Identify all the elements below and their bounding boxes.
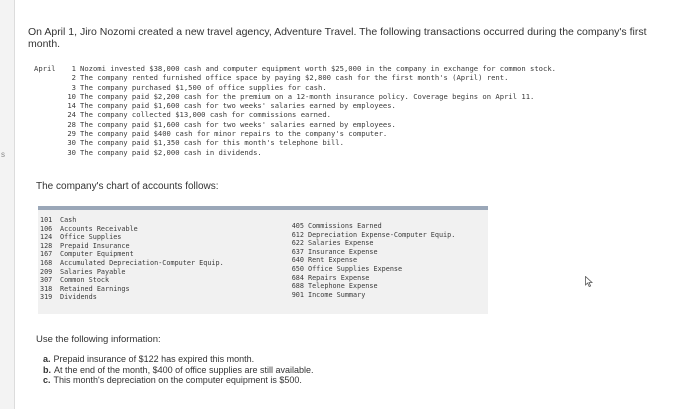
mouse-cursor-icon xyxy=(585,276,593,287)
accounts-column-left xyxy=(40,216,224,302)
transaction-row xyxy=(64,138,556,147)
account-name: Prepaid Insurance xyxy=(60,241,130,250)
transaction-day: 10 xyxy=(67,91,76,101)
account-number: 124 xyxy=(40,233,53,242)
account-row xyxy=(40,259,224,268)
transaction-row xyxy=(64,83,556,92)
transaction-day: 28 xyxy=(67,119,76,129)
account-number: 128 xyxy=(40,241,53,250)
transaction-day: 30 xyxy=(67,138,76,148)
account-row xyxy=(40,276,224,285)
account-row xyxy=(288,231,455,240)
left-edge-strip xyxy=(0,0,15,409)
account-name: Dividends xyxy=(60,293,97,302)
account-name: Accounts Receivable xyxy=(60,224,138,233)
account-number: 209 xyxy=(40,267,53,276)
account-name: Rent Expense xyxy=(308,256,358,265)
adjustment-item xyxy=(43,365,314,376)
account-name: Common Stock xyxy=(60,276,110,285)
transaction-text: The company paid $1,600 cash for two weeks' salaries earned by employees. xyxy=(80,119,396,129)
transaction-text: The company paid $2,000 cash in dividends. xyxy=(80,147,262,157)
account-row xyxy=(288,248,455,257)
use-info-heading: Use the following information: xyxy=(36,334,161,345)
adjustment-text: Prepaid insurance of $122 has expired this month. xyxy=(53,354,255,364)
transaction-text: Nozomi invested $38,000 cash and computer equipment worth $25,000 in the company in exchange for common stock. xyxy=(80,64,556,73)
account-number: 101 xyxy=(40,216,53,224)
account-number: 688 xyxy=(291,282,304,291)
adjustment-letter: a. xyxy=(43,354,51,364)
chart-of-accounts-heading: The company's chart of accounts follows: xyxy=(36,181,219,192)
account-row xyxy=(288,291,455,300)
account-name: Salaries Payable xyxy=(60,267,126,276)
transaction-day: 14 xyxy=(67,101,76,111)
account-row xyxy=(288,265,455,274)
account-name: Repairs Expense xyxy=(308,273,370,282)
transaction-text: The company purchased $1,500 of office supplies for cash. xyxy=(80,82,327,92)
account-row xyxy=(288,282,455,291)
adjustment-letter: c. xyxy=(43,375,51,385)
transaction-text: The company paid $1,600 cash for two weeks' salaries earned by employees. xyxy=(80,101,396,111)
intro-text: On April 1, Jiro Nozomi created a new travel agency, Adventure Travel. The following transactions occurred during the company's first month. xyxy=(28,26,647,50)
transaction-day: 1 xyxy=(71,64,76,73)
transaction-row xyxy=(64,148,556,157)
transactions-month: April xyxy=(34,64,56,73)
account-row xyxy=(40,233,224,242)
account-name: Office Supplies xyxy=(60,233,122,242)
transaction-text: The company paid $400 cash for minor repairs to the company's computer. xyxy=(80,129,388,139)
account-row xyxy=(288,256,455,265)
account-number: 405 xyxy=(291,222,304,230)
transaction-text: The company paid $1,350 cash for this month's telephone bill. xyxy=(80,138,344,148)
account-row xyxy=(288,274,455,283)
account-number: 640 xyxy=(291,256,304,265)
transaction-row xyxy=(64,92,556,101)
transaction-text: The company rented furnished office space by paying $2,800 cash for the first month's (April) rent. xyxy=(80,73,509,83)
transaction-row xyxy=(64,73,556,82)
account-name: Cash xyxy=(60,216,77,224)
account-name: Accumulated Depreciation-Computer Equip. xyxy=(60,258,224,267)
transaction-day: 24 xyxy=(67,110,76,120)
account-row xyxy=(288,239,455,248)
account-row xyxy=(40,293,224,302)
adjustment-letter: b. xyxy=(43,364,51,375)
transaction-day: 29 xyxy=(67,129,76,139)
transaction-day: 2 xyxy=(71,73,76,83)
adjustment-item xyxy=(43,375,314,386)
transaction-text: The company collected $13,000 cash for commissions earned. xyxy=(80,110,331,120)
account-row xyxy=(40,268,224,277)
adjustment-text: This month's depreciation on the computer equipment is $500. xyxy=(53,375,302,385)
account-number: 318 xyxy=(40,284,53,293)
transactions-list xyxy=(64,64,556,157)
transaction-day: 3 xyxy=(71,82,76,92)
transaction-day: 30 xyxy=(67,147,76,157)
account-number: 106 xyxy=(40,224,53,233)
account-number: 650 xyxy=(291,264,304,273)
left-edge-mark: s xyxy=(1,150,5,159)
account-name: Office Supplies Expense xyxy=(308,264,403,273)
account-name: Retained Earnings xyxy=(60,284,130,293)
account-number: 684 xyxy=(291,273,304,282)
accounts-column-right xyxy=(288,222,455,299)
account-row xyxy=(40,225,224,234)
account-row xyxy=(288,222,455,231)
account-number: 168 xyxy=(40,258,53,267)
account-name: Telephone Expense xyxy=(308,282,378,291)
transaction-row xyxy=(64,129,556,138)
chart-of-accounts-panel xyxy=(38,206,488,314)
account-row xyxy=(40,242,224,251)
account-row xyxy=(40,250,224,259)
account-name: Commissions Earned xyxy=(308,222,382,230)
account-number: 612 xyxy=(291,230,304,239)
transaction-row xyxy=(64,120,556,129)
adjustment-text: At the end of the month, $400 of office supplies are still available. xyxy=(54,364,314,375)
adjustments-list xyxy=(43,354,314,386)
transaction-row xyxy=(64,64,556,73)
transaction-row xyxy=(64,101,556,110)
account-number: 167 xyxy=(40,250,53,259)
account-name: Depreciation Expense-Computer Equip. xyxy=(308,230,456,239)
transaction-row xyxy=(64,110,556,119)
account-number: 901 xyxy=(291,290,304,299)
transaction-text: The company paid $2,200 cash for the premium on a 12-month insurance policy. Coverage begins on April 11. xyxy=(80,91,535,101)
account-name: Income Summary xyxy=(308,290,366,299)
account-name: Computer Equipment xyxy=(60,250,134,259)
account-number: 622 xyxy=(291,239,304,248)
account-number: 637 xyxy=(291,247,304,256)
account-name: Insurance Expense xyxy=(308,247,378,256)
account-number: 307 xyxy=(40,276,53,285)
account-row xyxy=(40,285,224,294)
account-name: Salaries Expense xyxy=(308,239,374,248)
account-row xyxy=(40,216,224,225)
account-number: 319 xyxy=(40,293,53,302)
adjustment-item xyxy=(43,354,314,365)
